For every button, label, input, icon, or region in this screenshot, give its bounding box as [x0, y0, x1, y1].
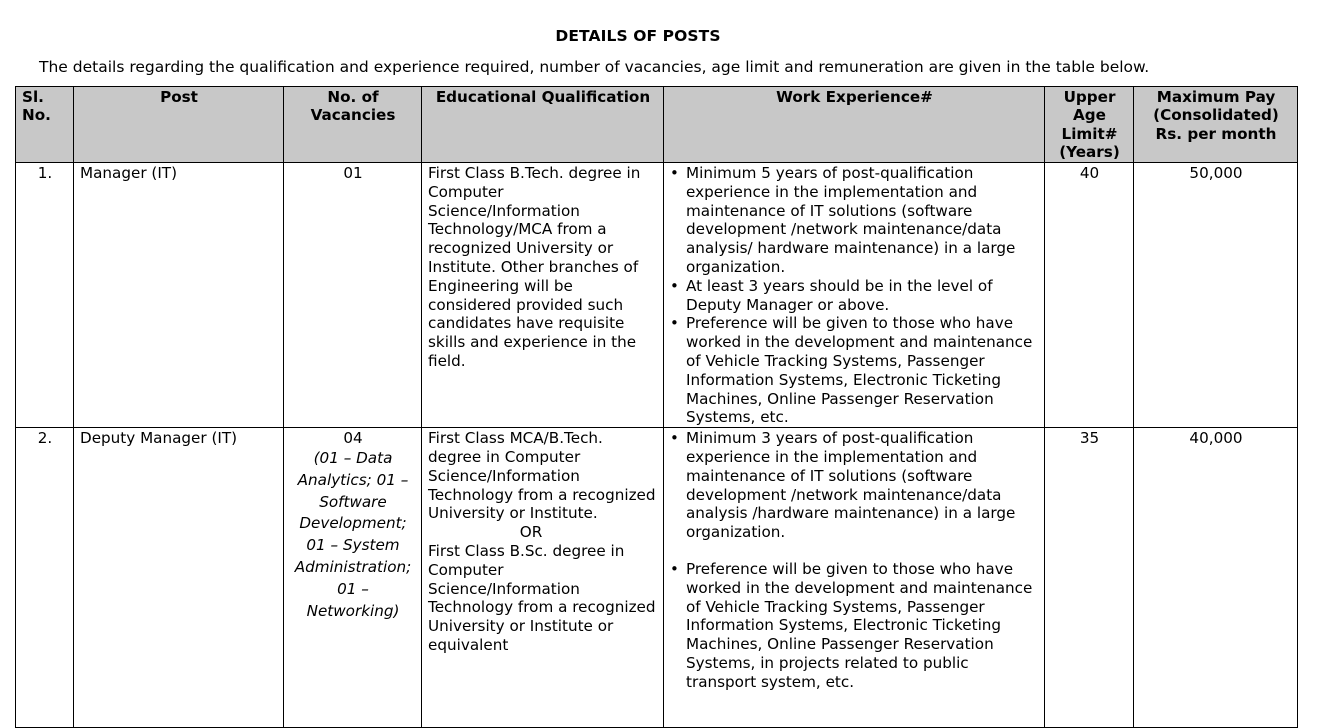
cell-age-limit: 35 [1045, 428, 1134, 728]
cell-qualification [422, 428, 664, 728]
cell-sl-no: 2. [16, 428, 74, 728]
qualification-or: OR [519, 523, 543, 542]
list-item: • Preference will be given to those who have worked in the development and maintenance of Vehicle Tracking Systems, Passenger Information Systems, Electronic Ticketing Machines, Online Passenger Reservation Systems, etc. [686, 314, 1039, 427]
experience-list [670, 429, 1039, 691]
cell-post: Manager (IT) [74, 163, 284, 428]
list-item: • Minimum 5 years of post-qualification experience in the implementation and maintenance of IT solutions (software development /network maintenance/data analysis/ hardware maintenance) in a large organization. [686, 164, 1039, 277]
cell-post: Deputy Manager (IT) [74, 428, 284, 728]
page-title: DETAILS OF POSTS [555, 27, 721, 45]
cell-vacancies [284, 428, 422, 728]
cell-max-pay: 50,000 [1134, 163, 1298, 428]
cell-experience [664, 428, 1045, 728]
header-qualification: Educational Qualification [422, 87, 664, 163]
list-item: • Preference will be given to those who have worked in the development and maintenance of Vehicle Tracking Systems, Passenger Information Systems, Electronic Ticketing Machines, Online Passenger Reservation Systems, in projects related to public transport system, etc. [686, 560, 1039, 692]
header-sl-no: Sl. No. [16, 87, 74, 163]
header-experience: Work Experience# [664, 87, 1045, 163]
cell-max-pay: 40,000 [1134, 428, 1298, 728]
header-age-limit: Upper Age Limit# (Years) [1045, 87, 1134, 163]
table-header-row [16, 87, 1298, 163]
vacancies-breakdown: (01 – Data Analytics; 01 – Software Development; 01 – System Administration; 01 – Networking) [294, 448, 412, 620]
table-row [16, 428, 1298, 728]
list-item: • At least 3 years should be in the level of Deputy Manager or above. [686, 277, 1039, 315]
table-row [16, 163, 1298, 428]
qualification-option-a: First Class MCA/B.Tech. degree in Computer Science/Information Technology from a recognized University or Institute. [428, 429, 656, 523]
intro-text: The details regarding the qualification and experience required, number of vacancies, age limit and remuneration are given in the table below. [39, 58, 1150, 76]
header-max-pay: Maximum Pay (Consolidated) Rs. per month [1134, 87, 1298, 163]
list-item: • Minimum 3 years of post-qualification experience in the implementation and maintenance of IT solutions (software development /network maintenance/data analysis /hardware maintenance) in a large organization. [686, 429, 1039, 542]
cell-qualification: First Class B.Tech. degree in Computer Science/Information Technology/MCA from a recognized University or Institute. Other branches of Engineering will be considered provided such candidates have requisite skills and experience in the field. [422, 163, 664, 428]
cell-sl-no: 1. [16, 163, 74, 428]
qualification-option-b: First Class B.Sc. degree in Computer Science/Information Technology from a recognized University or Institute or equivalent [428, 541, 656, 654]
cell-age-limit: 40 [1045, 163, 1134, 428]
experience-list [670, 164, 1039, 427]
posts-table [15, 86, 1298, 728]
header-vacancies: No. of Vacancies [284, 87, 422, 163]
cell-vacancies: 01 [284, 163, 422, 428]
vacancies-count: 04 [343, 429, 363, 448]
header-post: Post [74, 87, 284, 163]
cell-experience [664, 163, 1045, 428]
